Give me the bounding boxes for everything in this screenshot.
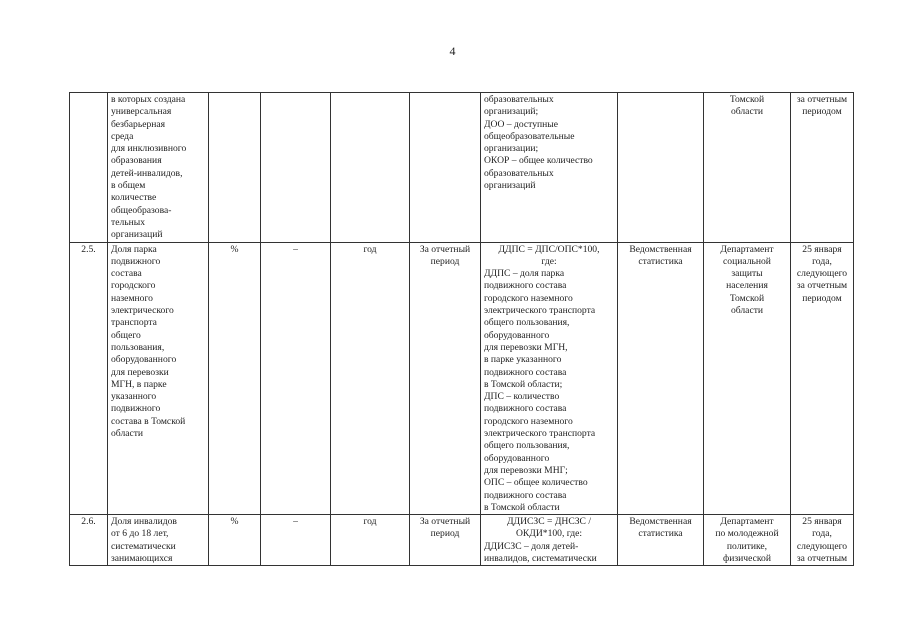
page-number: 4 [449,44,456,58]
report-period-cell: За отчетный период [410,242,481,515]
unit-cell: % [209,242,261,515]
dash-cell: – [261,242,331,515]
deadline-cell: 25 января года, следующего за отчетным периодом [791,242,854,515]
deadline-cell: 25 января года, следующего за отчетным [791,515,854,566]
source-cell [618,93,704,243]
deadline-cell: за отчетным периодом [791,93,854,243]
department-cell: Департамент социальной защиты населения Томской области [704,242,791,515]
periodicity-cell [331,93,410,243]
formula-body: ДДПС – доля парка подвижного состава городского наземного электрического транспорта общего пользования, оборудованного для перевозки МГН, в парке указанного подвижного состава в Томской области; ДПС – количество подвижного состава городского наземного электрического транспорта общего пользования, оборудованного для перевозки МНГ; ОПС – общее количество подвижного состава в Томской области [484,268,596,513]
formula-cell [481,515,618,566]
formula-head: ДДИСЗС = ДНСЗС / ОКДИ*100, где: [507,516,591,540]
formula-head: ДДПС = ДПС/ОПС*100, где: [498,243,600,267]
department-cell: Департамент по молодежной политике, физической [704,515,791,566]
source-cell: Ведомственная статистика [618,515,704,566]
formula-body: ДДИСЗС – доля детей- инвалидов, систематически [484,540,597,564]
periodicity-cell: год [331,515,410,566]
source-cell: Ведомственная статистика [618,242,704,515]
row-number [70,93,108,243]
row-number: 2.5. [70,242,108,515]
indicators-table [69,92,854,566]
indicator-name: Доля парка подвижного состава городского наземного электрического транспорта общего пользования, оборудованного для перевозки МГН, в парке указанного подвижного состава в Томской области [108,242,209,515]
indicator-name: в которых создана универсальная безбарьерная среда для инклюзивного образования детей-инвалидов, в общем количестве общеобразова- тельных организаций [108,93,209,243]
formula-body: образовательных организаций; ДОО – доступные общеобразовательные организации; ОКОР – общее количество образовательных организаций [484,94,593,192]
table-row [70,93,854,243]
table-row [70,515,854,566]
dash-cell [261,93,331,243]
table-row [70,242,854,515]
periodicity-cell: год [331,242,410,515]
indicator-name: Доля инвалидов от 6 до 18 лет, систематически занимающихся [108,515,209,566]
unit-cell [209,93,261,243]
department-cell: Томской области [704,93,791,243]
report-period-cell: За отчетный период [410,515,481,566]
formula-cell [481,242,618,515]
row-number: 2.6. [70,515,108,566]
formula-cell [481,93,618,243]
unit-cell: % [209,515,261,566]
report-period-cell [410,93,481,243]
dash-cell: – [261,515,331,566]
